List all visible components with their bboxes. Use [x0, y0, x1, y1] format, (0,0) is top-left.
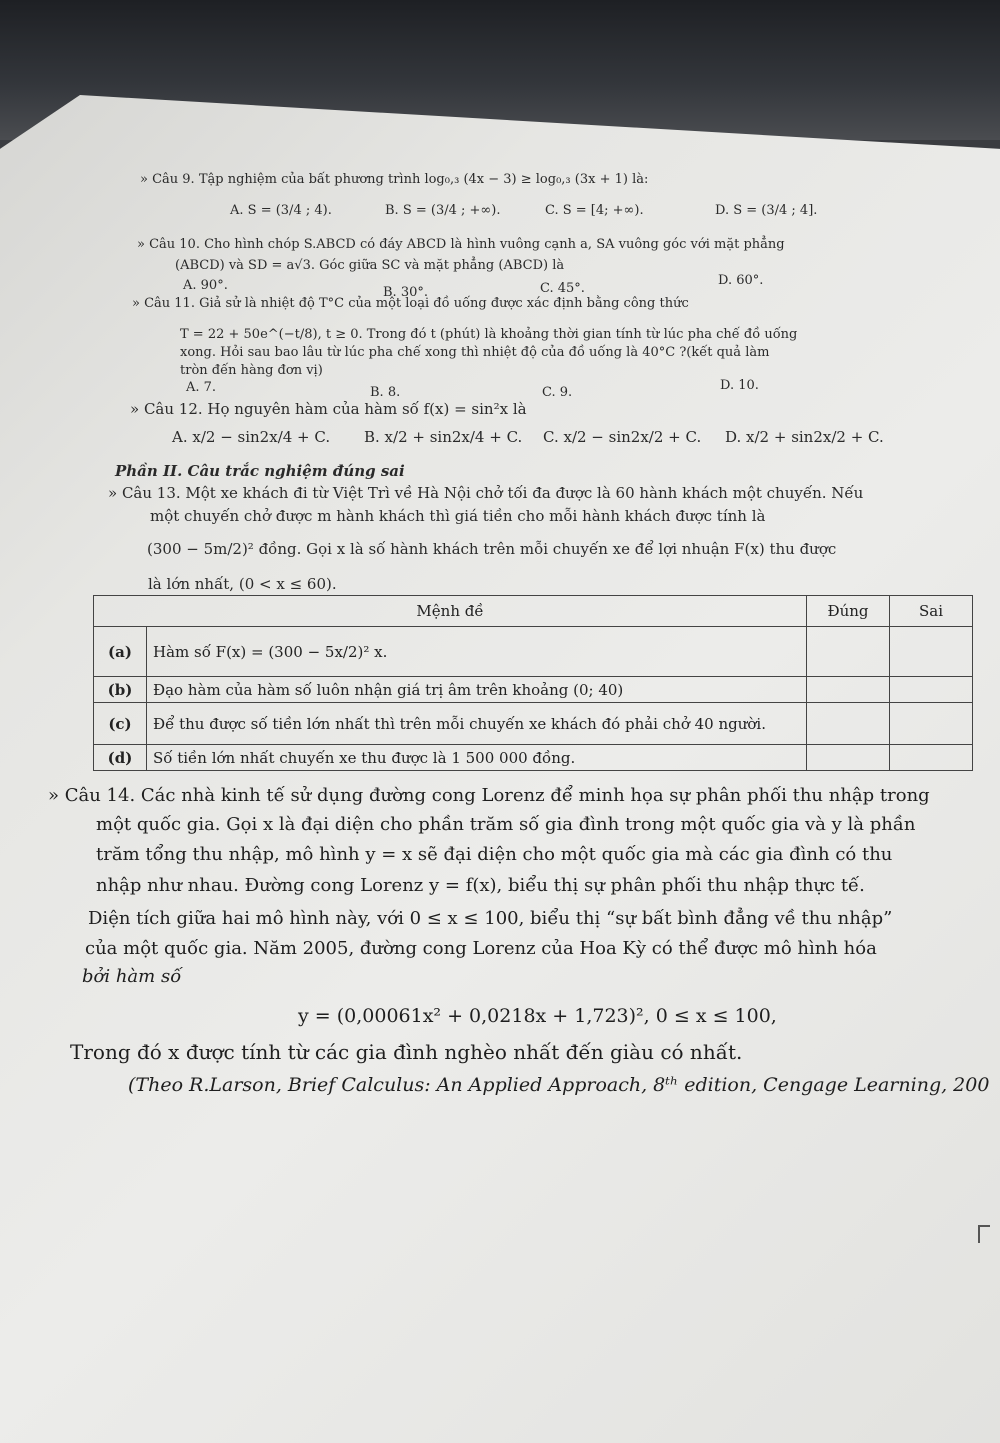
q9-option-b: B. S = (3/4 ; +∞).	[385, 203, 501, 218]
table-header-row	[94, 596, 973, 627]
header-true: Đúng	[807, 596, 890, 627]
table-row	[94, 703, 973, 745]
q11-stem-4: tròn đến hàng đơn vị)	[180, 363, 323, 378]
q9-option-c: C. S = [4; +∞).	[545, 203, 644, 218]
q10-option-d: D. 60°.	[718, 273, 764, 288]
q12-option-d: D. x/2 + sin2x/2 + C.	[725, 428, 884, 446]
corner-bracket-mark	[978, 1225, 990, 1243]
q10-option-a: A. 90°.	[183, 278, 228, 293]
table-row	[94, 745, 973, 771]
answer-false-cell[interactable]	[890, 745, 973, 771]
q9-option-a: A. S = (3/4 ; 4).	[230, 203, 332, 218]
row-statement: Để thu được số tiền lớn nhất thì trên mỗi chuyến xe khách đó phải chở 40 người.	[147, 703, 807, 745]
q12-option-b: B. x/2 + sin2x/4 + C.	[364, 428, 523, 446]
row-label: (c)	[94, 703, 147, 745]
header-statement: Mệnh đề	[94, 596, 807, 627]
q12-option-a: A. x/2 − sin2x/4 + C.	[172, 428, 331, 446]
q14-line-7: bởi hàm số	[82, 966, 182, 987]
lorenz-formula: y = (0,00061x² + 0,0218x + 1,723)², 0 ≤ x ≤ 100,	[298, 1005, 777, 1027]
row-label: (a)	[94, 627, 147, 677]
part-2-heading: Phần II. Câu trắc nghiệm đúng sai	[115, 462, 405, 480]
q14-line-5: Diện tích giữa hai mô hình này, với 0 ≤ x ≤ 100, biểu thị “sự bất bình đẳng về thu nhập”	[88, 908, 893, 929]
answer-false-cell[interactable]	[890, 703, 973, 745]
q14-line-2: một quốc gia. Gọi x là đại diện cho phần trăm số gia đình trong một quốc gia và y là phần	[96, 814, 916, 835]
q11-option-b: B. 8.	[370, 385, 401, 400]
q13-stem-2: một chuyến chở được m hành khách thì giá tiền cho mỗi hành khách được tính là	[150, 507, 766, 525]
row-label: (d)	[94, 745, 147, 771]
q14-citation: (Theo R.Larson, Brief Calculus: An Applied Approach, 8ᵗʰ edition, Cengage Learning, 200	[128, 1074, 990, 1096]
q14-line-8: Trong đó x được tính từ các gia đình nghèo nhất đến giàu có nhất.	[70, 1040, 743, 1064]
answer-true-cell[interactable]	[807, 703, 890, 745]
q10-option-c: C. 45°.	[540, 281, 585, 296]
answer-true-cell[interactable]	[807, 745, 890, 771]
q11-option-a: A. 7.	[186, 380, 217, 395]
q14-line-3: trăm tổng thu nhập, mô hình y = x sẽ đại diện cho một quốc gia mà các gia đình có thu	[96, 844, 893, 865]
q10-stem-1: » Câu 10. Cho hình chóp S.ABCD có đáy ABCD là hình vuông cạnh a, SA vuông góc với mặt phẳng	[137, 237, 785, 252]
q13-stem-4: là lớn nhất, (0 < x ≤ 60).	[148, 575, 337, 593]
q13-stem-1: » Câu 13. Một xe khách đi từ Việt Trì về Hà Nội chở tối đa được là 60 hành khách một chuyến. Nếu	[108, 484, 864, 502]
q12-option-c: C. x/2 − sin2x/2 + C.	[543, 428, 702, 446]
q11-option-c: C. 9.	[542, 385, 573, 400]
q11-stem-3: xong. Hỏi sau bao lâu từ lúc pha chế xong thì nhiệt độ của đồ uống là 40°C ?(kết quả làm	[180, 345, 770, 360]
answer-true-cell[interactable]	[807, 627, 890, 677]
table-row	[94, 627, 973, 677]
q14-line-4: nhập như nhau. Đường cong Lorenz y = f(x), biểu thị sự phân phối thu nhập thực tế.	[96, 875, 865, 896]
row-statement: Hàm số F(x) = (300 − 5x/2)² x.	[147, 627, 807, 677]
q11-stem-1: » Câu 11. Giả sử là nhiệt độ T°C của một loại đồ uống được xác định bằng công thức	[132, 296, 689, 311]
answer-true-cell[interactable]	[807, 677, 890, 703]
q13-stem-3: (300 − 5m/2)² đồng. Gọi x là số hành khách trên mỗi chuyến xe để lợi nhuận F(x) thu được	[147, 540, 837, 558]
row-statement: Số tiền lớn nhất chuyến xe thu được là 1 500 000 đồng.	[147, 745, 807, 771]
true-false-table	[93, 595, 973, 771]
q9-stem: » Câu 9. Tập nghiệm của bất phương trình log₀,₃ (4x − 3) ≥ log₀,₃ (3x + 1) là:	[140, 172, 649, 187]
q11-stem-2: T = 22 + 50e^(−t/8), t ≥ 0. Trong đó t (phút) là khoảng thời gian tính từ lúc pha chế đồ uống	[180, 327, 798, 342]
row-statement: Đạo hàm của hàm số luôn nhận giá trị âm trên khoảng (0; 40)	[147, 677, 807, 703]
answer-false-cell[interactable]	[890, 627, 973, 677]
q9-option-d: D. S = (3/4 ; 4].	[715, 203, 818, 218]
q11-option-d: D. 10.	[720, 378, 759, 393]
q12-stem: » Câu 12. Họ nguyên hàm của hàm số f(x) = sin²x là	[130, 400, 527, 418]
q10-stem-2: (ABCD) và SD = a√3. Góc giữa SC và mặt phẳng (ABCD) là	[175, 258, 565, 273]
answer-false-cell[interactable]	[890, 677, 973, 703]
q14-line-6: của một quốc gia. Năm 2005, đường cong Lorenz của Hoa Kỳ có thể được mô hình hóa	[85, 938, 877, 959]
q14-line-1: » Câu 14. Các nhà kinh tế sử dụng đường cong Lorenz để minh họa sự phân phối thu nhập trong	[48, 785, 930, 806]
table-row	[94, 677, 973, 703]
row-label: (b)	[94, 677, 147, 703]
q10-option-b: B. 30°.	[383, 285, 428, 300]
header-false: Sai	[890, 596, 973, 627]
